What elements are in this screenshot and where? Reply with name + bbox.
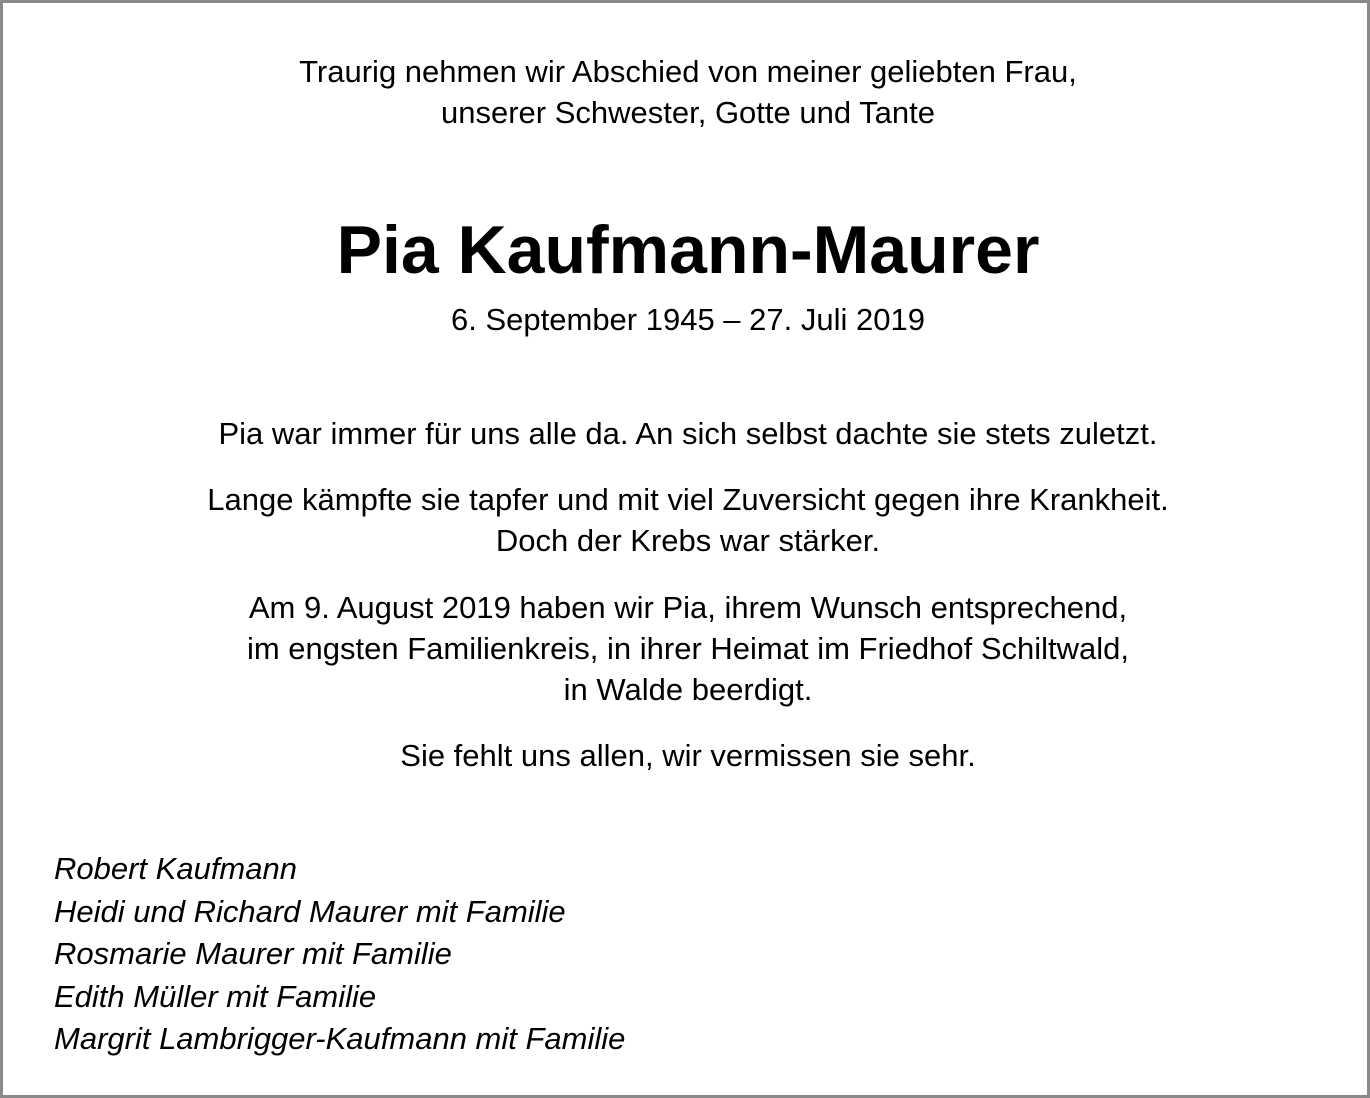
intro-text — [3, 51, 1370, 133]
life-dates: 6. September 1945 – 27. Juli 2019 — [451, 302, 925, 337]
paragraph-1 — [3, 413, 1370, 454]
paragraph-line: im engsten Familienkreis, in ihrer Heimat im Friedhof Schiltwald, — [246, 631, 1130, 666]
mourner-name: Rosmarie Maurer mit Familie — [54, 936, 452, 971]
paragraph-line: Sie fehlt uns allen, wir vermissen sie sehr. — [400, 738, 976, 773]
paragraph-line: Pia war immer für uns alle da. An sich selbst dachte sie stets zuletzt. — [218, 416, 1158, 451]
intro-line: unserer Schwester, Gotte und Tante — [440, 95, 935, 130]
paragraph-line: Doch der Krebs war stärker. — [495, 523, 881, 558]
paragraph-line: Am 9. August 2019 haben wir Pia, ihrem Wunsch entsprechend, — [248, 590, 1128, 625]
mourners-list — [54, 848, 954, 1061]
mourner-name: Heidi und Richard Maurer mit Familie — [54, 893, 566, 929]
mourner-name: Margrit Lambrigger-Kaufmann mit Familie — [54, 1021, 626, 1056]
paragraph-line: Lange kämpfte sie tapfer und mit viel Zuversicht gegen ihre Krankheit. — [207, 482, 1169, 517]
mourner-name: Edith Müller mit Familie — [54, 978, 377, 1014]
deceased-name: Pia Kaufmann-Maurer — [336, 212, 1040, 288]
paragraph-line: in Walde beerdigt. — [563, 672, 813, 707]
mourner-name: Robert Kaufmann — [54, 851, 297, 886]
paragraph-3 — [3, 587, 1370, 710]
paragraph-2 — [3, 479, 1370, 561]
paragraph-4 — [3, 735, 1370, 776]
intro-line: Traurig nehmen wir Abschied von meiner geliebten Frau, — [299, 54, 1077, 89]
